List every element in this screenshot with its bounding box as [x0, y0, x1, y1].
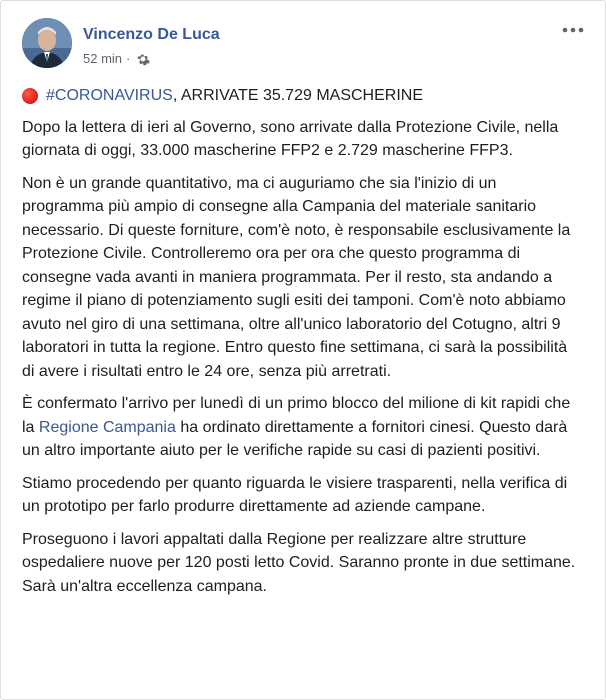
post-meta — [83, 51, 150, 66]
meta-separator: · — [126, 51, 131, 66]
hashtag-link[interactable]: #CORONAVIRUS — [46, 87, 173, 104]
paragraph-3-text-before: È confermato l'arrivo per lunedì di un primo blocco del milione di kit rapidi che la — [22, 395, 571, 436]
author-name[interactable]: Vincenzo De Luca — [83, 26, 220, 43]
author-avatar[interactable] — [22, 18, 72, 68]
paragraph-5: Proseguono i lavori appaltati dalla Regione per realizzare altre strutture ospedaliere nuove per 120 posti letto Covid. Saranno pronte in due settimane. Sarà un'altra eccellenza campana. — [22, 530, 576, 595]
paragraph-2: Non è un grande quantitativo, ma ci auguriamo che sia l'inizio di un programma più ampio di consegne alla Campania del materiale sanitario necessario. Di queste forniture, com'è noto, è responsabile esclusivamente la Protezione Civile. Controlleremo ora per ora che questo programma di consegne vada avanti in maniera programmata. Per il resto, sta andando a regime il piano di potenziamento sugli esiti dei tamponi. Com'è noto abbiamo avuto nel giro di una settimana, oltre all'unico laboratorio del Cotugno, altri 9 laboratori in tutta la regione. Entro questo fine settimana, ci sarà la possibilità di avere i risultati entro le 24 ore, senza più arretrati. — [22, 174, 571, 380]
post-content — [22, 84, 582, 607]
paragraph-4: Stiamo procedendo per quanto riguarda le visiere trasparenti, nella verifica di un prototipo per farlo produrre direttamente ad aziende campane. — [22, 474, 568, 515]
paragraph-3 — [22, 392, 582, 463]
paragraph-1: Dopo la lettera di ieri al Governo, sono arrivate dalla Protezione Civile, nella giornata di oggi, 33.000 mascherine FFP2 e 2.729 mascherine FFP3. — [22, 118, 559, 159]
post-headline — [22, 84, 582, 108]
red-circle-icon — [22, 88, 38, 104]
post-header — [22, 18, 591, 74]
post-timestamp[interactable]: 52 min — [83, 51, 123, 66]
paragraph-3-text-after: ha ordinato direttamente a fornitori cinesi. Questo darà un altro importante aiuto per le verifiche rapide su casi di pazienti positivi. — [22, 418, 568, 459]
more-options-icon[interactable] — [561, 22, 585, 38]
gear-icon[interactable] — [136, 52, 150, 66]
regione-campania-link[interactable]: Regione Campania — [38, 418, 176, 436]
headline-text: , ARRIVATE 35.729 MASCHERINE — [172, 87, 423, 104]
